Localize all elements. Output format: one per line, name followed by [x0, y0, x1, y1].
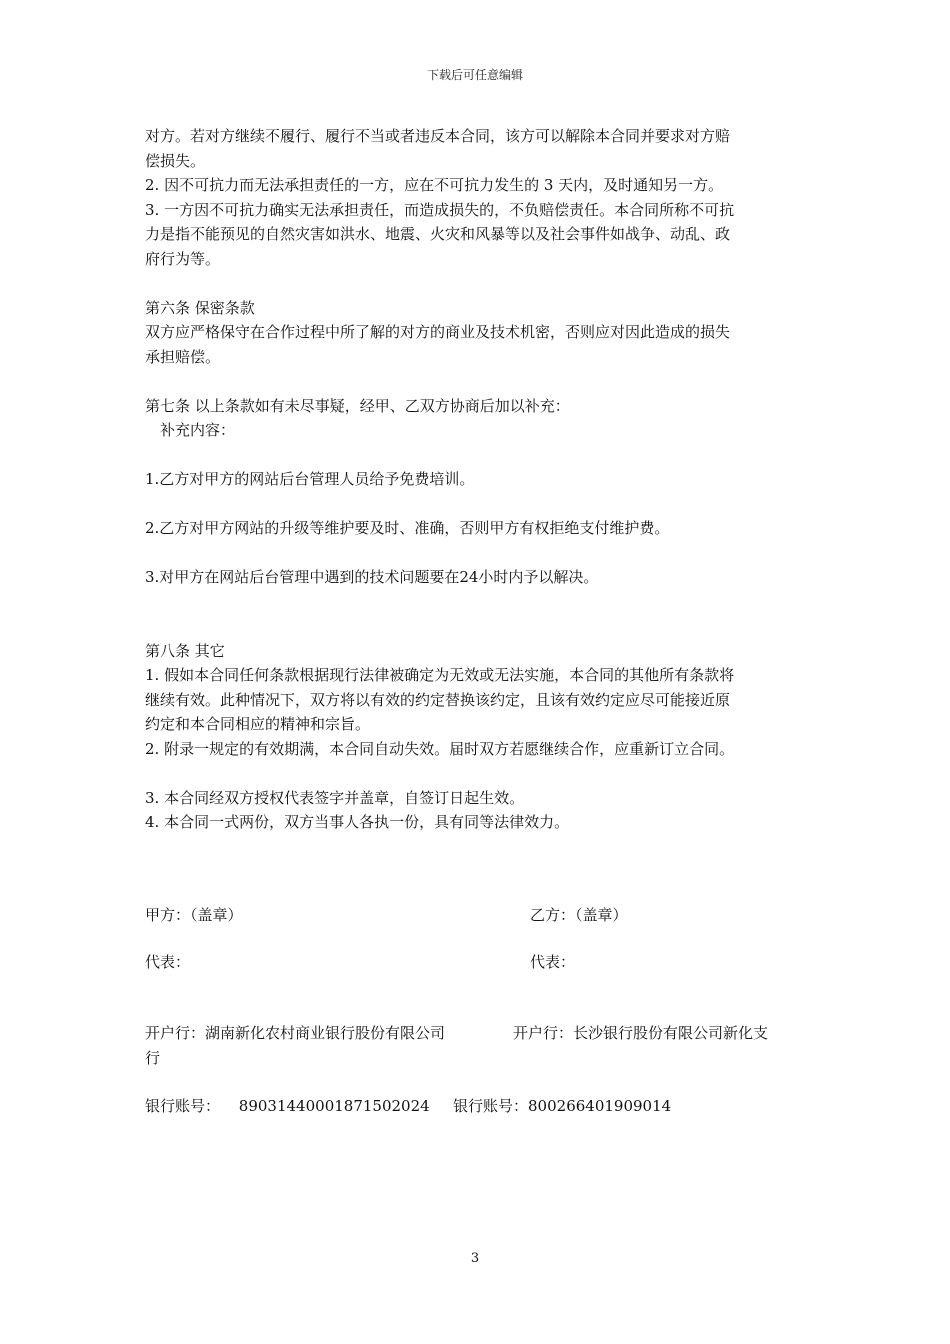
clause-6-line-2: 承担赔偿。: [145, 347, 221, 366]
clause-8-title: 第八条 其它: [145, 641, 225, 660]
clause-5-line-2: 偿损失。: [145, 151, 206, 170]
clause-8-item-1-end: 约定和本合同相应的精神和宗旨。: [145, 715, 371, 733]
page-number: 3: [470, 1251, 480, 1266]
clause-6-title: 第六条 保密条款: [145, 298, 255, 317]
party-b-account-label: 银行账号：: [453, 1097, 529, 1115]
party-b-bank: 开户行：长沙银行股份有限公司新化支: [513, 1024, 769, 1042]
clause-8-item-2: 2. 附录一规定的有效期满，本合同自动失效。届时双方若愿继续合作，应重新订立合同。: [145, 739, 735, 758]
clause-7-title: 第七条 以上条款如有未尽事疑，经甲、乙双方协商后加以补充：: [145, 396, 570, 415]
clause-7-item-3: 3.对甲方在网站后台管理中遇到的技术问题要在24小时内予以解决。: [145, 568, 599, 586]
clause-5-item-3: 3. 一方因不可抗力确实无法承担责任，而造成损失的，不负赔偿责任。本合同所称不可抗: [145, 200, 735, 219]
party-a-account-label: 银行账号：: [145, 1097, 221, 1115]
clause-5-item-3-end: 府行为等。: [145, 249, 221, 268]
party-a-seal: 甲方：（盖章）: [145, 906, 243, 924]
clause-6-line-1: 双方应严格保守在合作过程中所了解的对方的商业及技术机密，否则应对因此造成的损失: [145, 323, 731, 341]
party-b-seal: 乙方：（盖章）: [530, 906, 628, 924]
contract-body: [145, 124, 810, 835]
clause-7-item-1: 1.乙方对甲方的网站后台管理人员给予免费培训。: [145, 470, 475, 488]
clause-7-item-2: 2.乙方对甲方网站的升级等维护要及时、准确，否则甲方有权拒绝支付维护费。: [145, 519, 670, 537]
page-header: 下载后可任意编辑: [426, 68, 523, 82]
party-b-bank-wrap: 行: [145, 1049, 161, 1067]
party-b-account-number: 800266401909014: [528, 1097, 672, 1115]
clause-5-item-2: 2. 因不可抗力而无法承担责任的一方，应在不可抗力发生的 3 天内，及时通知另一方。: [145, 176, 724, 194]
clause-8-item-3: 3. 本合同经双方授权代表签字并盖章，自签订日起生效。: [145, 788, 525, 807]
party-a-representative: 代表：: [145, 953, 191, 971]
party-a-bank: 开户行：湖南新化农村商业银行股份有限公司: [145, 1024, 446, 1042]
clause-8-item-1-cont: 继续有效。此种情况下，双方将以有效的约定替换该约定，且该有效约定应尽可能接近原: [145, 690, 731, 709]
clause-7-supplement-label: 补充内容：: [160, 421, 236, 439]
party-b-account: [453, 1095, 671, 1116]
party-a-account: [145, 1095, 430, 1116]
party-b-representative: 代表：: [530, 953, 576, 971]
clause-8-item-4: 4. 本合同一式两份，双方当事人各执一份，具有同等法律效力。: [145, 813, 570, 831]
clause-8-item-1: 1. 假如本合同任何条款根据现行法律被确定为无效或无法实施，本合同的其他所有条款将: [145, 666, 735, 684]
clause-5-item-3-cont: 力是指不能预见的自然灾害如洪水、地震、火灾和风暴等以及社会事件如战争、动乱、政: [145, 225, 731, 243]
party-a-account-number: 89031440001871502024: [238, 1097, 430, 1115]
clause-5-line-1: 对方。若对方继续不履行、履行不当或者违反本合同，该方可以解除本合同并要求对方赔: [145, 127, 731, 145]
